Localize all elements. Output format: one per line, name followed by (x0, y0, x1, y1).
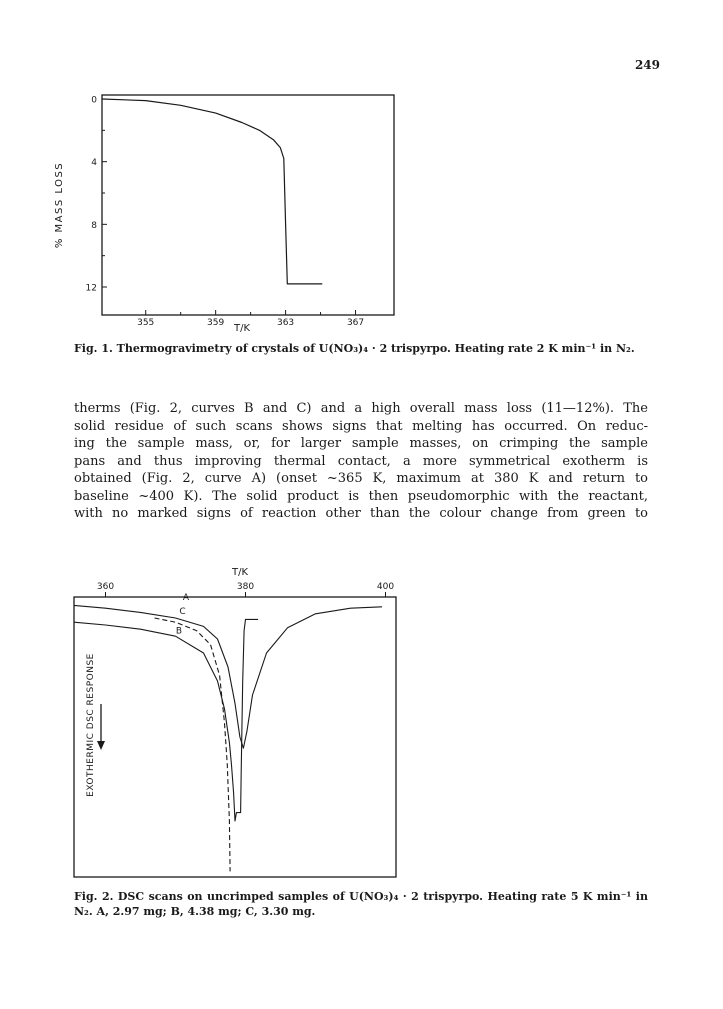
page-number: 249 (634, 58, 660, 72)
figure-1-y-axis-label: % MASS LOSS (54, 161, 65, 249)
body-line: therms (Fig. 2, curves B and C) and a high overall mass loss (11—12%). The (74, 401, 648, 416)
curve-label-b: B (175, 626, 183, 637)
figure-1-x-axis-label: T/K (233, 323, 251, 334)
x-tick-label: 360 (96, 582, 115, 592)
mass-loss-curve (102, 99, 322, 284)
y-tick-label: 12 (85, 283, 97, 294)
x-tick-label: 367 (346, 318, 365, 328)
figure-2-x-axis-label: T/K (231, 567, 249, 578)
figure-1-plot-frame (102, 95, 394, 315)
body-paragraph (74, 400, 648, 523)
figure-2-plot-frame (74, 597, 396, 877)
body-line: ing the sample mass, or, for larger sample masses, on crimping the sample (74, 436, 648, 451)
x-tick-label: 400 (376, 582, 395, 592)
dsc-curve-c (155, 618, 231, 871)
curve-label-a: A (182, 593, 190, 603)
body-line: obtained (Fig. 2, curve A) (onset ~365 K, maximum at 380 K and return to (74, 471, 648, 486)
body-line: solid residue of such scans shows signs that melting has occurred. On reduc- (74, 418, 648, 434)
figure-2-chart (0, 560, 723, 885)
figure-1-chart (0, 80, 723, 336)
curve-label-c: C (179, 607, 186, 617)
body-line: pans and thus improving thermal contact, a more symmetrical exotherm is (74, 453, 648, 469)
figure-1-caption: Fig. 1. Thermogravimetry of crystals of U(NO₃)₄ · 2 trispyrpo. Heating rate 2 K min⁻¹ in N₂. (74, 342, 635, 355)
body-line: with no marked signs of reaction other than the colour change from green to (74, 506, 648, 521)
x-tick-label: 380 (236, 582, 255, 592)
exothermic-arrow-icon (97, 704, 105, 750)
figure-2-y-axis-label: EXOTHERMIC DSC RESPONSE (86, 653, 96, 797)
y-tick-label: 8 (91, 220, 97, 231)
x-tick-label: 359 (207, 318, 225, 328)
y-tick-label: 4 (91, 158, 97, 169)
y-tick-label: 0 (91, 95, 97, 106)
figure-2-caption: Fig. 2. DSC scans on uncrimped samples of U(NO₃)₄ · 2 trispyrpo. Heating rate 5 K min⁻¹ in N₂. A, 2.97 mg; B, 4.38 mg; C, 3.30 mg. (74, 890, 648, 918)
x-tick-label: 363 (276, 318, 295, 328)
body-line: baseline ~400 K). The solid product is then pseudomorphic with the reactant, (74, 488, 648, 504)
x-tick-label: 355 (137, 318, 155, 328)
